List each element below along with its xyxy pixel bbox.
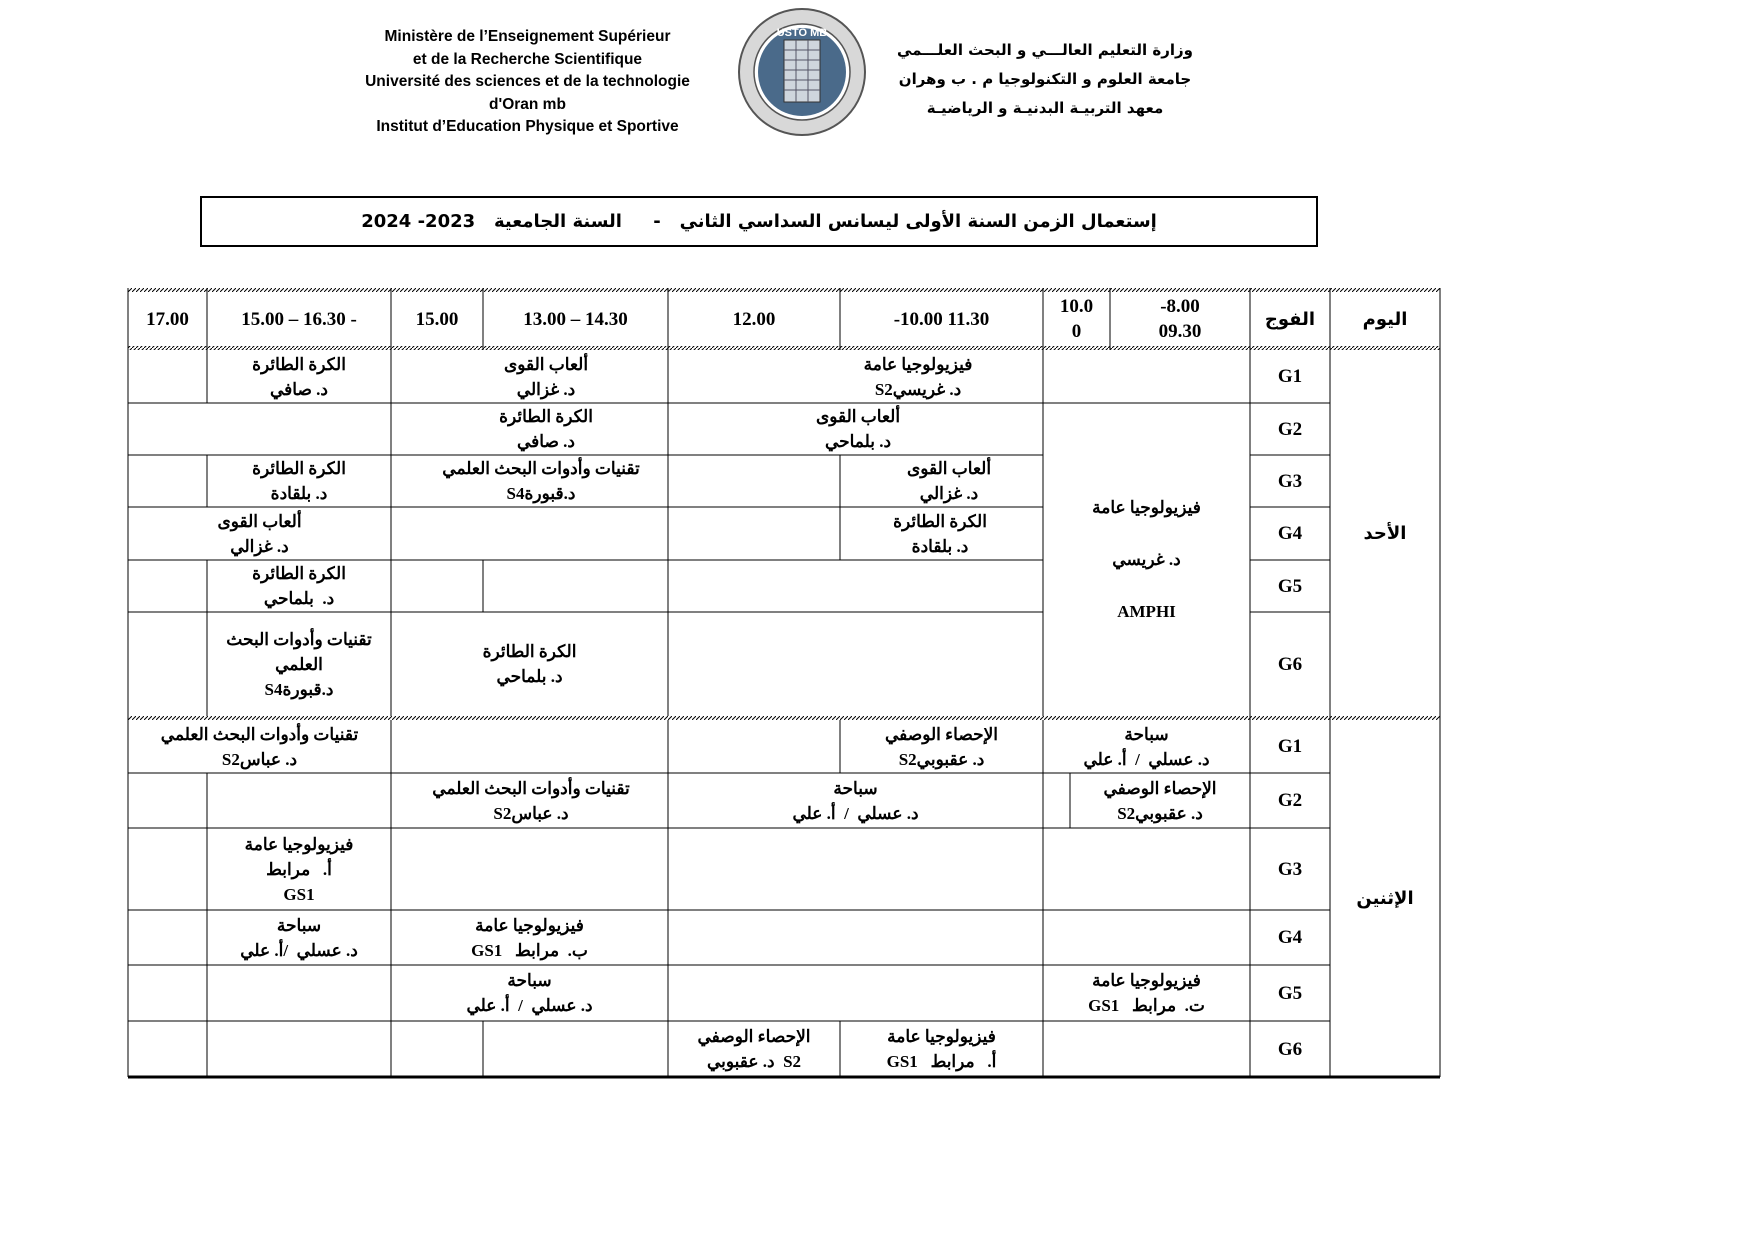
group-label: G5 bbox=[1277, 575, 1303, 597]
session-line: فيزيولوجيا عامة bbox=[244, 834, 354, 854]
session-sun-g6-a bbox=[391, 612, 668, 716]
session-sun-g3-b bbox=[391, 455, 691, 507]
session-sun-g3-c bbox=[207, 455, 391, 507]
session-line: ألعاب القوى bbox=[815, 407, 901, 426]
header-ar-line: معهد التربيـة البدنيـة و الرياضيـة bbox=[926, 99, 1164, 117]
session-sun-g5-a bbox=[207, 560, 391, 612]
session-line: أ. مرابط GS1 bbox=[886, 1052, 997, 1071]
session-sun-g1-a bbox=[668, 350, 1168, 403]
group-label: G6 bbox=[1277, 1038, 1303, 1060]
session-line: د.قبورةS4 bbox=[506, 484, 576, 503]
header-fr-line: et de la Recherche Scientifique bbox=[412, 50, 643, 68]
session-line: فيزيولوجيا عامة bbox=[887, 1027, 996, 1046]
schedule-title: إستعمال الزمن السنة الأولى ليسانس السداسي الثاني - السنة الجامعية 2023- 2024 bbox=[200, 196, 1318, 247]
session-mon-g5-a bbox=[1043, 965, 1250, 1021]
session-line: تقنيات وأدوات البحث العلمي bbox=[432, 778, 630, 798]
session-line: د. غزالي bbox=[230, 536, 289, 556]
group-label: G4 bbox=[1277, 927, 1303, 948]
session-line: أ. مرابط bbox=[266, 859, 332, 879]
header-time-4: 12.00 bbox=[732, 308, 776, 330]
session-line: تقنيات وأدوات البحث العلمي bbox=[160, 724, 359, 744]
session-line: الإحصاء الوصفي bbox=[885, 724, 998, 744]
session-mon-g6-a bbox=[840, 1021, 1043, 1077]
session-sun-g1-b bbox=[391, 350, 701, 403]
session-line: الكرة الطائرة bbox=[893, 511, 987, 531]
header-fr-line: Ministère de l’Enseignement Supérieur bbox=[384, 28, 671, 45]
session-line: AMPHI bbox=[1117, 601, 1176, 621]
session-line: سباحة bbox=[507, 971, 552, 990]
header-time-1 bbox=[1110, 291, 1250, 347]
session-mon-g4-b bbox=[207, 910, 391, 965]
header-time-3: -10.00 11.30 bbox=[893, 308, 990, 330]
header-time-2-line: 10.0 bbox=[1059, 296, 1094, 317]
session-sun-g2-a bbox=[668, 403, 1048, 455]
group-label: G3 bbox=[1277, 470, 1303, 492]
session-sun-g6-b bbox=[207, 612, 391, 716]
group-label: G1 bbox=[1277, 736, 1303, 757]
session-line: سباحة bbox=[833, 778, 878, 798]
session-line: GS1 bbox=[283, 884, 315, 904]
header-time-7: 15.00 – 16.30 - bbox=[241, 308, 357, 330]
header-time-2-line: 0 bbox=[1071, 321, 1082, 342]
header-fr-line: d'Oran mb bbox=[489, 95, 566, 113]
session-line: د. بلماحي bbox=[263, 589, 335, 608]
session-line: الكرة الطائرة bbox=[252, 564, 346, 583]
session-mon-g2-c bbox=[391, 773, 671, 828]
session-line: فيزيولوجيا عامة bbox=[475, 915, 584, 935]
session-line: د. غزالي bbox=[516, 379, 576, 399]
session-line: الكرة الطائرة bbox=[482, 642, 577, 661]
header-time-1-line: 09.30 bbox=[1158, 321, 1202, 342]
session-line: الإحصاء الوصفي bbox=[1103, 778, 1217, 798]
session-line: د. صافي bbox=[270, 379, 328, 399]
session-line: د.قبورةS4 bbox=[264, 679, 334, 699]
header-arabic bbox=[880, 36, 1210, 123]
session-line: فيزيولوجيا عامة bbox=[1092, 971, 1201, 990]
university-logo bbox=[736, 6, 868, 138]
session-line: تقنيات وأدوات البحث العلمي bbox=[442, 459, 640, 478]
header-french bbox=[340, 26, 715, 139]
group-label: G4 bbox=[1277, 523, 1303, 544]
header-time-6: 15.00 bbox=[415, 308, 459, 330]
session-line: ألعاب القوى bbox=[906, 459, 992, 478]
session-line: ألعاب القوى bbox=[217, 511, 302, 531]
session-line: د. غريسيS2 bbox=[874, 379, 962, 399]
session-line: د. بلقادة bbox=[911, 536, 969, 556]
header-time-8: 17.00 bbox=[146, 308, 189, 330]
session-line: ألعاب القوى bbox=[503, 354, 589, 374]
session-line: سباحة bbox=[276, 915, 322, 935]
session-line: الكرة الطائرة bbox=[252, 354, 346, 374]
group-label: G1 bbox=[1277, 366, 1303, 387]
session-line: د. عسلي / أ. علي bbox=[1083, 749, 1210, 769]
session-line: S2 د. عقبوبي bbox=[706, 1052, 802, 1071]
session-line: د. بلماحي bbox=[824, 432, 892, 451]
logo-text: USTO MB bbox=[776, 27, 828, 39]
session-sun-g4-b bbox=[128, 507, 391, 560]
session-line: د. غريسي bbox=[1112, 549, 1181, 569]
header-fr-line: Institut d’Education Physique et Sportive bbox=[376, 118, 679, 135]
session-line: فيزيولوجيا عامة bbox=[1092, 497, 1201, 517]
session-line: تقنيات وأدوات البحث bbox=[226, 629, 372, 649]
session-line: سباحة bbox=[1124, 724, 1169, 744]
session-sun-g1-c bbox=[207, 350, 391, 403]
header-time-2 bbox=[1043, 291, 1110, 347]
header-group: الفوج bbox=[1264, 308, 1316, 330]
session-mon-g3-a bbox=[207, 828, 391, 910]
header-fr-line: Université des sciences et de la technologie bbox=[365, 73, 690, 90]
group-label: G2 bbox=[1277, 790, 1303, 811]
session-line: د. بلقادة bbox=[270, 484, 328, 503]
session-line: د. عباسS2 bbox=[493, 803, 569, 823]
session-line: د. عسلي / أ. علي bbox=[466, 996, 593, 1015]
session-mon-g1-c bbox=[128, 720, 391, 773]
session-line: د. عقبوبيS2 bbox=[898, 749, 985, 769]
session-sun-g3-a bbox=[840, 455, 1058, 507]
session-mon-g1-a bbox=[1043, 720, 1250, 773]
session-sun-amphi bbox=[1043, 403, 1250, 716]
group-label: G5 bbox=[1277, 982, 1303, 1004]
header-ar-line: جامعة العلوم و التكنولوجيا م . ب وهران bbox=[898, 70, 1192, 88]
header-time-1-line: 8.00- bbox=[1160, 296, 1200, 317]
session-line: فيزيولوجيا عامة bbox=[863, 354, 973, 374]
session-mon-g1-b bbox=[840, 720, 1043, 773]
session-sun-g2-b bbox=[391, 403, 701, 455]
session-line: الإحصاء الوصفي bbox=[697, 1027, 811, 1046]
session-line: د. بلماحي bbox=[496, 667, 563, 686]
session-line: د. عسلي /أ. علي bbox=[240, 940, 358, 960]
session-line: الكرة الطائرة bbox=[499, 407, 593, 426]
session-line: د. عقبوبيS2 bbox=[1117, 803, 1203, 823]
session-line: الكرة الطائرة bbox=[252, 459, 346, 478]
day-monday: الإثنين bbox=[1356, 888, 1414, 909]
session-mon-g2-b bbox=[668, 773, 1043, 828]
session-line: د. صافي bbox=[517, 432, 575, 451]
day-sunday: الأحد bbox=[1363, 522, 1407, 544]
group-label: G6 bbox=[1277, 653, 1303, 675]
session-line: د. عسلي / أ. علي bbox=[792, 803, 919, 823]
session-line: ت. مرابط GS1 bbox=[1088, 996, 1205, 1015]
group-label: G2 bbox=[1277, 418, 1303, 440]
session-mon-g2-a bbox=[1070, 773, 1250, 828]
session-line: ب. مرابط GS1 bbox=[471, 940, 588, 960]
session-line: د. عباسS2 bbox=[221, 749, 298, 769]
session-line: العلمي bbox=[275, 654, 323, 674]
session-mon-g4-a bbox=[391, 910, 668, 965]
session-sun-g4-a bbox=[840, 507, 1040, 560]
session-mon-g5-b bbox=[391, 965, 668, 1021]
session-mon-g6-b bbox=[668, 1021, 840, 1077]
header-ar-line: وزارة التعليم العالـــي و البحث العلـــمي bbox=[896, 41, 1194, 59]
header-day: اليوم bbox=[1362, 308, 1408, 330]
session-line: د. غزالي bbox=[919, 484, 979, 503]
group-label: G3 bbox=[1277, 858, 1303, 880]
header-time-5: 13.00 – 14.30 bbox=[523, 308, 628, 330]
